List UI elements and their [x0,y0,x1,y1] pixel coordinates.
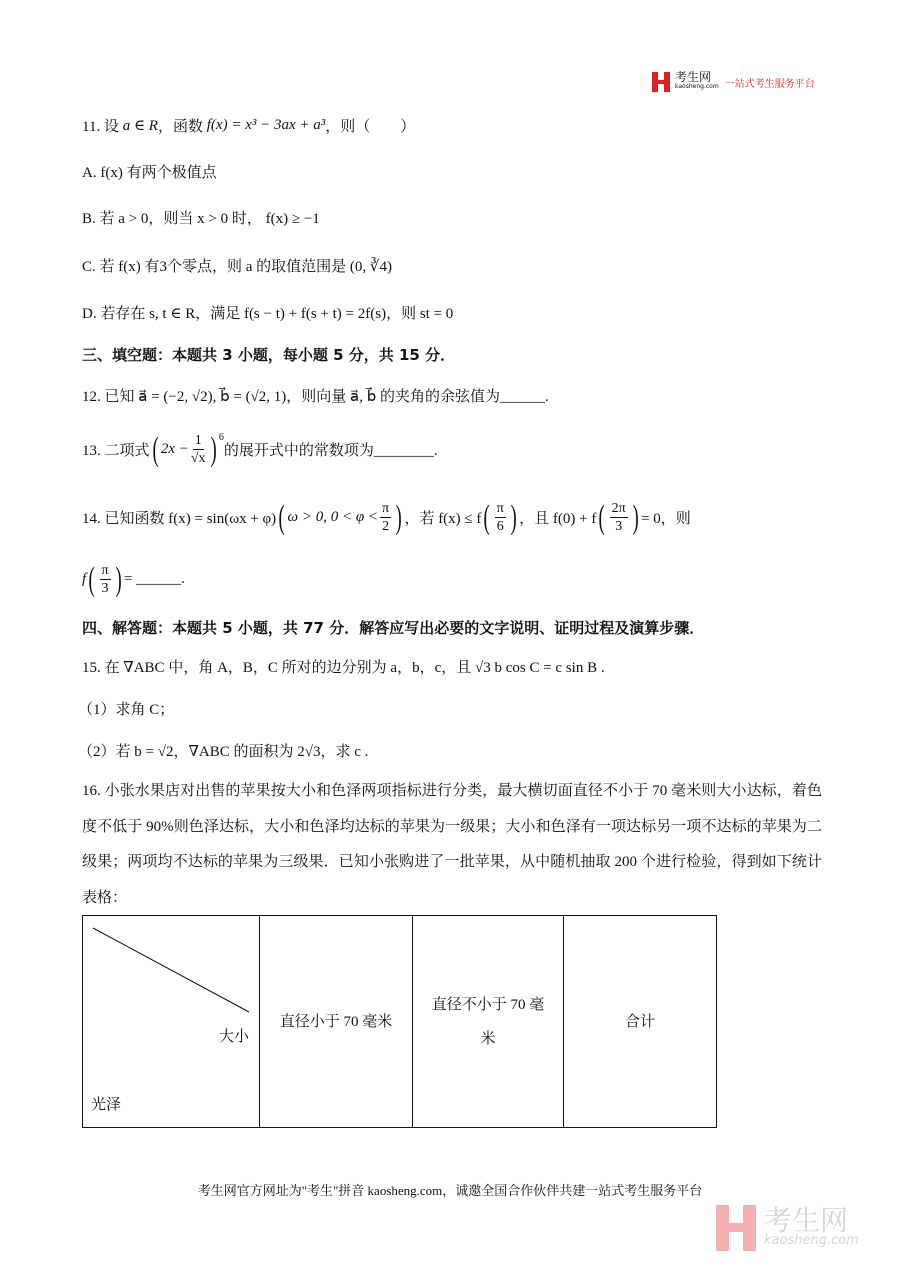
q11-option-d: D. 若存在 s, t ∈ R，满足 f(s − t) + f(s + t) = 2f(s)，则 st = 0 [82,306,454,322]
numerator: 2π [611,501,626,516]
denominator: 3 [615,519,623,534]
q11-function: f(x) = x³ − 3ax + a³ [206,117,326,133]
watermark-domain: kaosheng.com [764,1233,859,1248]
corner-label-size: 大小 [218,1029,249,1045]
q14-text-3: ，且 f(0) + f [519,511,597,527]
pi-over-6 [495,500,506,535]
q11-text-end: ，则（ ） [325,119,416,135]
q14-text: 14. 已知函数 f(x) = sin(ωx + φ) [82,511,277,527]
denominator: 3 [101,581,109,596]
q13-text: 13. 二项式 [82,443,150,459]
stats-table [82,915,717,1128]
denominator: √x [190,451,206,466]
q11-stem [82,115,415,136]
slogan: 一站式考生服务平台 [724,78,815,90]
q11-domain: a ∈ R [122,118,158,134]
pi-over-2 [380,500,391,535]
q15-part-2: （2）若 b = √2，∇ABC 的面积为 2√3，求 c . [78,744,369,760]
numerator: π [101,563,109,578]
watermark-logo-icon [716,1205,758,1251]
q11-number: 11. 设 [82,119,119,135]
q12: 12. 已知 a⃗ = (−2, √2), b⃗ = (√2, 1)，则向量 a⃗, b⃗ 的夹角的余弦值为______. [82,389,549,405]
q11-option-c: C. 若 f(x) 有3个零点，则 a 的取值范围是 (0, ∛4) [82,259,392,275]
q14-text-2: ，若 f(x) ≤ f [404,511,482,527]
header-cell: 直径小于 70 毫米 [260,916,413,1128]
q13: 13. 二项式 ( 2x − $\frac{1}{√x}$ ) $^6$ 的展开式中的常数项为________. [82,430,438,468]
q13-text-end: 的展开式中的常数项为________. [223,443,438,459]
q14-answer-line: f ( $\frac{\pi}{3}$ ) = ______. [82,560,185,598]
watermark-name: 考生网 [764,1204,849,1237]
header-cell: 直径不小于 70 毫米 [413,916,564,1128]
denominator: 2 [382,519,390,534]
logo-name: 考生网 [675,70,712,84]
q11-text: ，函数 [157,119,203,135]
q14-cond: ω > 0, 0 < φ < [287,509,379,525]
header-cell: 合计 [564,916,717,1128]
f-symbol: f [82,571,87,587]
logo-domain: kaosheng.com [675,83,719,90]
q14-text-4: = 0，则 [641,511,691,527]
corner-label-gloss: 光泽 [91,1097,122,1113]
q13-exponent: 6 [218,432,224,443]
numerator: 1 [194,433,202,448]
pi-over-3 [100,562,111,597]
q11-option-a: A. f(x) 有两个极值点 [82,165,217,181]
footer-text: 考生网官方网址为"考生"拼音 kaosheng.com，诚邀全国合作伙伴共建一站式考生服务平台 [197,1183,703,1198]
kaosheng-logo-icon [652,72,672,92]
q15-stem: 15. 在 ∇ABC 中，角 A，B，C 所对的边分别为 a，b，c，且 √3 b cos C = c sin B . [82,660,605,676]
numerator: π [496,501,504,516]
table-corner-cell [83,916,260,1128]
section-4-heading: 四、解答题：本题共 5 小题，共 77 分．解答应写出必要的文字说明、证明过程及演算步骤． [82,619,705,637]
2pi-over-3 [610,500,628,535]
q11-option-b: B. 若 a > 0，则当 x > 0 时， f(x) ≥ −1 [82,211,320,227]
q14: 14. 已知函数 f(x) = sin(ωx + φ) ( ω > 0, 0 < φ < $\frac{\pi}{2}$ ) ，若 f(x) ≤ f ( $\frac{\pi}{6}$ ) ，且 f(0) + f ( $\frac{2\pi}{3}$ ) = 0，则 [82,498,691,536]
q13-expr: 2x − [160,441,189,457]
header-logo [652,72,815,92]
q13-fraction [191,432,206,467]
section-3-heading: 三、填空题：本题共 3 小题，每小题 5 分，共 15 分． [82,346,456,364]
answer-blank: = ______. [123,571,185,587]
numerator: π [382,501,390,516]
q15-part-1: （1）求角 C； [78,702,175,718]
denominator: 6 [496,519,504,534]
q16-text: 16. 小张水果店对出售的苹果按大小和色泽两项指标进行分类，最大横切面直径不小于 70 毫米则大小达标，着色度不低于 90%则色泽达标，大小和色泽均达标的苹果为一级果；大小和色泽有一项达标另一项不达标的苹果为二级果；两项均不达标的苹果为三级果．已知小张购进了一批苹果，从中随机抽取 200 个进行检验，得到如下统计表格： [82,783,822,906]
watermark [716,1205,859,1251]
